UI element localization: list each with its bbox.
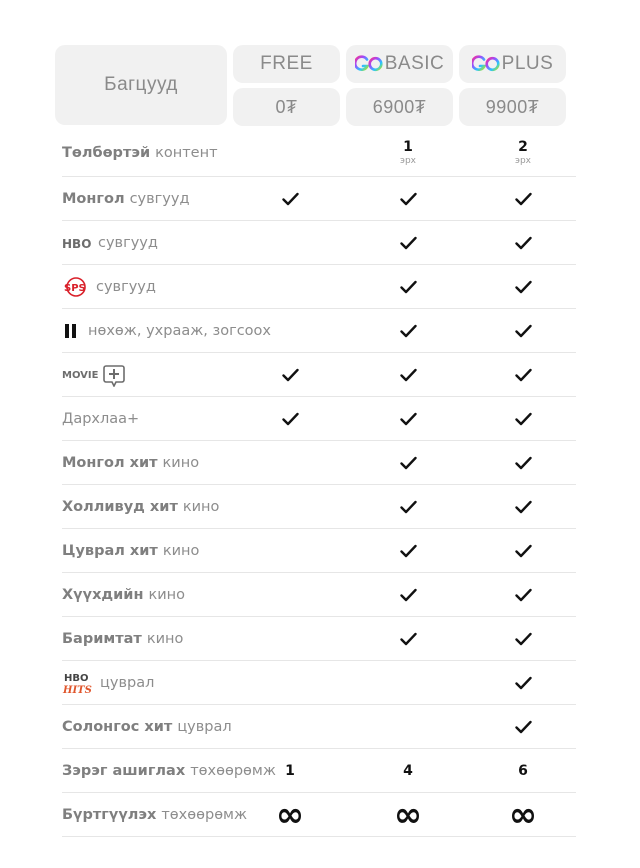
feature-label-bold: Цуврал хит xyxy=(62,542,158,559)
feature-label xyxy=(62,573,185,616)
plus-cell xyxy=(493,309,553,352)
count-unit: эрх xyxy=(515,156,531,166)
feature-label-bold: Монгол хит xyxy=(62,454,158,471)
feature-label xyxy=(62,130,218,176)
feature-row xyxy=(62,793,576,837)
feature-table xyxy=(62,130,576,837)
plus-cell xyxy=(493,661,553,704)
check-icon xyxy=(400,280,417,294)
basic-cell xyxy=(378,441,438,484)
check-icon xyxy=(515,632,532,646)
check-icon xyxy=(515,412,532,426)
check-icon xyxy=(515,456,532,470)
feature-label xyxy=(62,749,276,792)
feature-label-text: нөхөж, ухрааж, зогсоох xyxy=(88,322,271,339)
feature-label-bold: Холливуд хит xyxy=(62,498,178,515)
feature-row xyxy=(62,617,576,661)
svg-text:HBO: HBO xyxy=(62,236,92,250)
feature-label-text: кино xyxy=(162,542,200,559)
plan-free-price xyxy=(233,88,340,126)
feature-row xyxy=(62,221,576,265)
feature-label-text: сувгууд xyxy=(129,190,190,207)
plan-plus-header[interactable] xyxy=(459,45,566,83)
check-icon xyxy=(282,192,299,206)
basic-cell xyxy=(378,705,438,748)
check-icon xyxy=(515,676,532,690)
svg-text:SPS: SPS xyxy=(64,282,86,294)
basic-cell xyxy=(378,265,438,308)
basic-cell xyxy=(378,309,438,352)
plus-cell xyxy=(493,705,553,748)
count-value: 1 xyxy=(285,762,295,779)
basic-cell xyxy=(378,573,438,616)
hbo-logo-icon xyxy=(62,236,92,250)
feature-label-text: сувгууд xyxy=(98,234,158,251)
infinity-icon: ∞ xyxy=(508,794,538,835)
feature-label xyxy=(62,265,156,308)
plus-cell xyxy=(493,749,553,792)
plus-cell xyxy=(493,221,553,264)
check-icon xyxy=(515,588,532,602)
plus-cell xyxy=(493,177,553,220)
go-logo-icon xyxy=(472,55,500,73)
check-icon xyxy=(515,368,532,382)
basic-cell xyxy=(378,353,438,396)
infinity-icon: ∞ xyxy=(275,794,305,835)
plan-basic-price xyxy=(346,88,453,126)
check-icon xyxy=(282,412,299,426)
basic-cell xyxy=(378,793,438,836)
movie-plus-logo-icon xyxy=(62,363,126,387)
infinity-icon: ∞ xyxy=(393,794,423,835)
packages-title xyxy=(55,45,227,125)
free-cell xyxy=(260,705,320,748)
feature-label xyxy=(62,617,183,660)
free-cell xyxy=(260,749,320,792)
plus-cell xyxy=(493,265,553,308)
plan-basic-price-text: 6900₮ xyxy=(372,96,427,117)
packages-title-text: Багцууд xyxy=(104,74,178,95)
feature-row xyxy=(62,177,576,221)
pause-icon xyxy=(62,323,82,339)
free-cell xyxy=(260,265,320,308)
check-icon xyxy=(515,544,532,558)
check-icon xyxy=(400,192,417,206)
check-icon xyxy=(515,324,532,338)
plan-plus-name: PLUS xyxy=(501,53,554,74)
feature-label xyxy=(62,705,232,748)
feature-label-text: сувгууд xyxy=(96,278,156,295)
free-cell xyxy=(260,793,320,836)
basic-cell xyxy=(378,221,438,264)
basic-cell xyxy=(378,617,438,660)
free-cell xyxy=(260,529,320,572)
feature-label xyxy=(62,177,189,220)
check-icon xyxy=(400,324,417,338)
feature-label-bold: Хүүхдийн xyxy=(62,586,144,603)
basic-cell xyxy=(378,485,438,528)
svg-text:MOVIE: MOVIE xyxy=(62,369,99,381)
plus-cell xyxy=(493,793,553,836)
free-cell xyxy=(260,573,320,616)
check-icon xyxy=(515,236,532,250)
plus-cell xyxy=(493,130,553,176)
svg-text:HITS: HITS xyxy=(63,684,92,695)
feature-label-text: цуврал xyxy=(177,718,232,735)
check-icon xyxy=(400,412,417,426)
feature-label-bold: Солонгос хит xyxy=(62,718,173,735)
feature-row xyxy=(62,661,576,705)
feature-label xyxy=(62,529,199,572)
svg-text:HBO: HBO xyxy=(64,672,89,684)
feature-label-text: кино xyxy=(146,630,184,647)
free-cell xyxy=(260,617,320,660)
feature-row xyxy=(62,573,576,617)
check-icon xyxy=(515,720,532,734)
feature-label-bold: Зэрэг ашиглах xyxy=(62,762,186,779)
feature-label xyxy=(62,221,158,264)
count-value: 4 xyxy=(403,762,413,779)
count-value: 6 xyxy=(518,762,528,779)
feature-label xyxy=(62,397,139,440)
feature-label-bold: Баримтат xyxy=(62,630,142,647)
feature-label xyxy=(62,309,271,352)
check-icon xyxy=(400,588,417,602)
feature-row xyxy=(62,265,576,309)
feature-row xyxy=(62,485,576,529)
check-icon xyxy=(400,456,417,470)
plan-plus-price-text: 9900₮ xyxy=(485,96,540,117)
feature-row xyxy=(62,529,576,573)
free-cell xyxy=(260,661,320,704)
plan-plus-price xyxy=(459,88,566,126)
plus-cell xyxy=(493,529,553,572)
free-cell xyxy=(260,130,320,176)
check-icon xyxy=(515,192,532,206)
plus-cell xyxy=(493,485,553,528)
check-icon xyxy=(400,236,417,250)
plan-free-header[interactable] xyxy=(233,45,340,83)
check-icon xyxy=(400,632,417,646)
feature-label-text: кино xyxy=(182,498,220,515)
check-icon xyxy=(400,368,417,382)
feature-label xyxy=(62,485,219,528)
free-cell xyxy=(260,485,320,528)
check-icon xyxy=(515,280,532,294)
plan-basic-header[interactable] xyxy=(346,45,453,83)
feature-row xyxy=(62,749,576,793)
basic-cell xyxy=(378,529,438,572)
check-icon xyxy=(400,500,417,514)
basic-cell xyxy=(378,749,438,792)
check-icon xyxy=(515,500,532,514)
feature-label-text: цуврал xyxy=(100,674,155,691)
free-cell xyxy=(260,221,320,264)
feature-row xyxy=(62,130,576,177)
free-cell xyxy=(260,441,320,484)
plan-free-name: FREE xyxy=(260,53,313,74)
feature-label-text: төхөөрөмж xyxy=(190,762,276,779)
plus-cell xyxy=(493,353,553,396)
feature-label-text: төхөөрөмж xyxy=(161,806,248,823)
feature-row xyxy=(62,353,576,397)
check-icon xyxy=(282,368,299,382)
plan-basic-name: BASIC xyxy=(384,53,445,74)
basic-cell xyxy=(378,661,438,704)
feature-row xyxy=(62,705,576,749)
feature-label xyxy=(62,441,199,484)
feature-label-bold: Монгол xyxy=(62,190,125,207)
feature-row xyxy=(62,309,576,353)
feature-label-bold: Бүртгүүлэх xyxy=(62,806,157,823)
feature-row xyxy=(62,441,576,485)
plus-cell xyxy=(493,573,553,616)
plus-cell xyxy=(493,617,553,660)
count-value: 1 xyxy=(403,139,413,155)
feature-label xyxy=(62,353,132,396)
basic-cell xyxy=(378,130,438,176)
go-logo-icon xyxy=(355,55,383,73)
feature-label xyxy=(62,661,154,704)
free-cell xyxy=(260,353,320,396)
count-unit: эрх xyxy=(400,156,416,166)
free-cell xyxy=(260,397,320,440)
feature-label-bold: Төлбөртэй xyxy=(62,145,151,161)
feature-label-text: кино xyxy=(162,454,200,471)
basic-cell xyxy=(378,177,438,220)
hbo-hits-logo-icon xyxy=(62,671,94,695)
feature-label-text: контент xyxy=(155,145,218,161)
feature-label-text: Дархлаа+ xyxy=(62,410,140,427)
free-cell xyxy=(260,177,320,220)
count-value: 2 xyxy=(518,139,528,155)
plan-free-price-text: 0₮ xyxy=(275,96,298,117)
basic-cell xyxy=(378,397,438,440)
sps-logo-icon xyxy=(62,276,90,298)
feature-row xyxy=(62,397,576,441)
feature-label-text: кино xyxy=(148,586,186,603)
plus-cell xyxy=(493,441,553,484)
feature-label xyxy=(62,793,247,836)
free-cell xyxy=(260,309,320,352)
check-icon xyxy=(400,544,417,558)
plus-cell xyxy=(493,397,553,440)
